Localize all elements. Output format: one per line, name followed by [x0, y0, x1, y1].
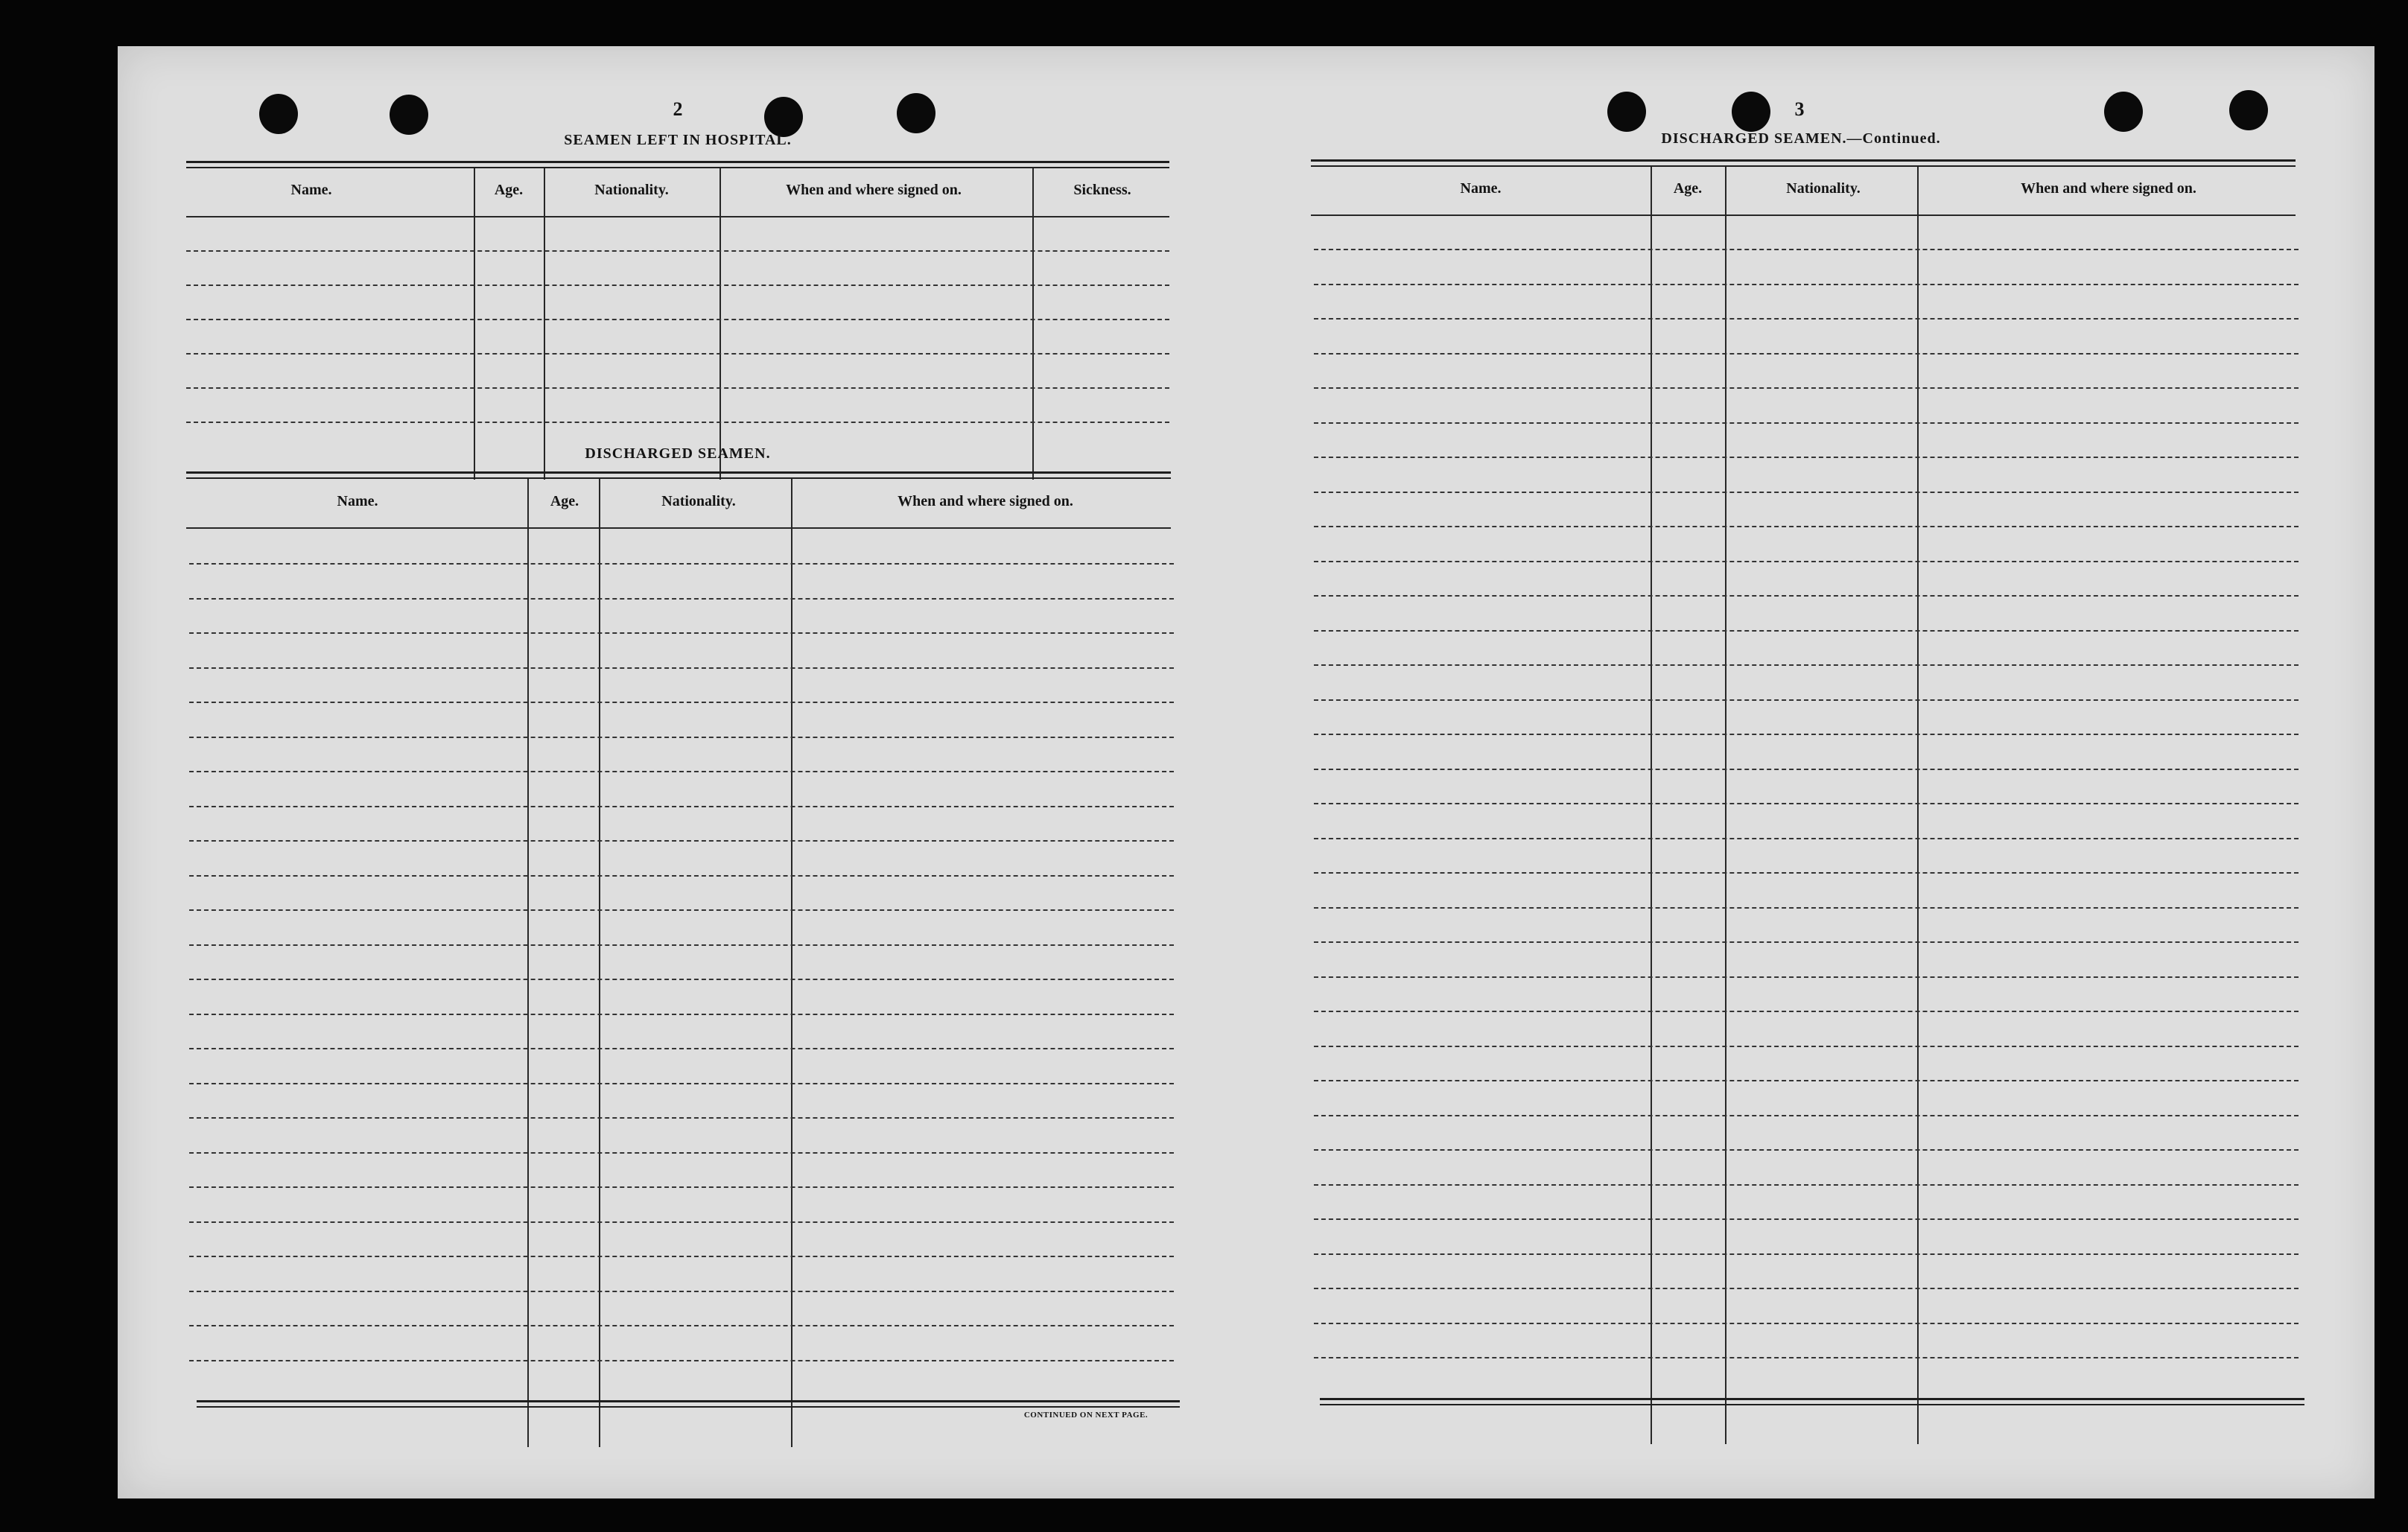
- ruled-row-line: [1314, 907, 2299, 909]
- ruled-row-line: [1314, 284, 2299, 285]
- section-title-discharged-continued: DISCHARGED SEAMEN.—Continued.: [1661, 130, 1941, 147]
- ruled-row-line: [1314, 561, 2299, 562]
- col-header-signed-on: When and where signed on.: [786, 182, 962, 198]
- table-top-rule: [186, 477, 1171, 479]
- punch-hole-icon: [897, 93, 935, 133]
- ruled-row-line: [189, 944, 1174, 946]
- table-bottom-rule: [197, 1406, 1180, 1408]
- col-header-age: Age.: [1673, 180, 1703, 197]
- ruled-row-line: [189, 563, 1174, 565]
- punch-hole-icon: [1732, 92, 1770, 132]
- ruled-row-line: [186, 319, 1169, 320]
- ruled-row-line: [189, 771, 1174, 772]
- column-divider: [791, 479, 792, 1447]
- ruled-row-line: [1314, 1357, 2299, 1358]
- column-divider: [544, 168, 545, 480]
- col-header-nationality: Nationality.: [661, 493, 736, 509]
- table-bottom-rule: [1320, 1404, 2304, 1405]
- ruled-row-line: [1314, 595, 2299, 597]
- ruled-row-line: [189, 979, 1174, 980]
- table-top-rule: [1311, 159, 2296, 162]
- punch-hole-icon: [259, 94, 298, 134]
- section-title-discharged: DISCHARGED SEAMEN.: [585, 445, 771, 462]
- ruled-row-line: [186, 285, 1169, 286]
- ruled-row-line: [189, 1291, 1174, 1292]
- ruled-row-line: [189, 1256, 1174, 1257]
- col-header-nationality: Nationality.: [594, 182, 669, 198]
- ruled-row-line: [189, 667, 1174, 669]
- ruled-row-line: [189, 1117, 1174, 1119]
- ruled-row-line: [1314, 422, 2299, 424]
- ruled-row-line: [186, 353, 1169, 355]
- col-header-name: Name.: [1460, 180, 1502, 197]
- ruled-row-line: [1314, 1288, 2299, 1289]
- ruled-row-line: [1314, 1253, 2299, 1255]
- table-bottom-rule: [197, 1400, 1180, 1402]
- ruled-row-line: [189, 840, 1174, 842]
- table-top-rule: [186, 471, 1171, 474]
- ruled-row-line: [1314, 353, 2299, 355]
- ruled-row-line: [186, 422, 1169, 423]
- column-divider: [599, 479, 600, 1447]
- column-divider: [1032, 168, 1034, 480]
- col-header-age: Age.: [550, 493, 579, 509]
- header-underline: [186, 216, 1169, 217]
- ruled-row-line: [1314, 630, 2299, 632]
- col-header-age: Age.: [494, 182, 524, 198]
- ruled-row-line: [1314, 526, 2299, 527]
- ruled-row-line: [1314, 457, 2299, 458]
- ruled-row-line: [189, 598, 1174, 600]
- punch-hole-icon: [764, 97, 803, 137]
- column-divider: [474, 168, 475, 480]
- ruled-row-line: [1314, 699, 2299, 701]
- table-bottom-rule: [1320, 1398, 2304, 1400]
- ruled-row-line: [189, 1186, 1174, 1188]
- ruled-row-line: [189, 1014, 1174, 1015]
- ruled-row-line: [189, 1221, 1174, 1223]
- ruled-row-line: [186, 387, 1169, 389]
- ruled-row-line: [1314, 872, 2299, 874]
- ruled-row-line: [1314, 249, 2299, 250]
- ruled-row-line: [1314, 387, 2299, 389]
- ruled-row-line: [189, 1360, 1174, 1361]
- ruled-row-line: [189, 632, 1174, 634]
- punch-hole-icon: [2229, 90, 2268, 130]
- ruled-row-line: [186, 250, 1169, 252]
- ruled-row-line: [1314, 734, 2299, 735]
- col-header-signed-on: When and where signed on.: [2021, 180, 2196, 197]
- ruled-row-line: [1314, 1046, 2299, 1047]
- punch-hole-icon: [390, 95, 428, 135]
- ruled-row-line: [189, 806, 1174, 807]
- ruled-row-line: [1314, 492, 2299, 493]
- ruled-row-line: [1314, 976, 2299, 978]
- table-top-rule: [186, 161, 1169, 163]
- ruled-row-line: [189, 875, 1174, 877]
- table-top-rule: [186, 167, 1169, 168]
- ruled-row-line: [189, 737, 1174, 738]
- ruled-row-line: [1314, 1011, 2299, 1012]
- ruled-row-line: [1314, 769, 2299, 770]
- ruled-row-line: [189, 702, 1174, 703]
- ruled-row-line: [1314, 803, 2299, 804]
- ruled-row-line: [1314, 1323, 2299, 1324]
- ruled-row-line: [189, 909, 1174, 911]
- ruled-row-line: [189, 1325, 1174, 1326]
- column-divider: [527, 479, 529, 1447]
- page-number: 3: [1794, 98, 1805, 120]
- col-header-name: Name.: [337, 493, 378, 509]
- ruled-row-line: [189, 1152, 1174, 1154]
- ruled-row-line: [189, 1048, 1174, 1049]
- ruled-row-line: [1314, 318, 2299, 320]
- continued-note: CONTINUED ON NEXT PAGE.: [1023, 1411, 1149, 1420]
- ruled-row-line: [1314, 941, 2299, 943]
- col-header-nationality: Nationality.: [1786, 180, 1861, 197]
- ruled-row-line: [1314, 664, 2299, 666]
- ruled-row-line: [1314, 1218, 2299, 1220]
- col-header-name: Name.: [290, 182, 332, 198]
- ruled-row-line: [1314, 838, 2299, 839]
- document-sheet: [118, 46, 2374, 1498]
- column-divider: [719, 168, 721, 480]
- punch-hole-icon: [2104, 92, 2143, 132]
- header-underline: [1311, 214, 2296, 216]
- table-top-rule: [1311, 165, 2296, 167]
- ruled-row-line: [1314, 1115, 2299, 1116]
- ruled-row-line: [189, 1083, 1174, 1084]
- page-number: 2: [673, 98, 683, 120]
- ruled-row-line: [1314, 1080, 2299, 1081]
- col-header-sickness: Sickness.: [1073, 182, 1131, 198]
- col-header-signed-on: When and where signed on.: [898, 493, 1073, 509]
- ruled-row-line: [1314, 1184, 2299, 1186]
- ruled-row-line: [1314, 1149, 2299, 1151]
- punch-hole-icon: [1607, 92, 1646, 132]
- header-underline: [186, 527, 1171, 529]
- section-title-hospital: SEAMEN LEFT IN HOSPITAL.: [564, 132, 792, 148]
